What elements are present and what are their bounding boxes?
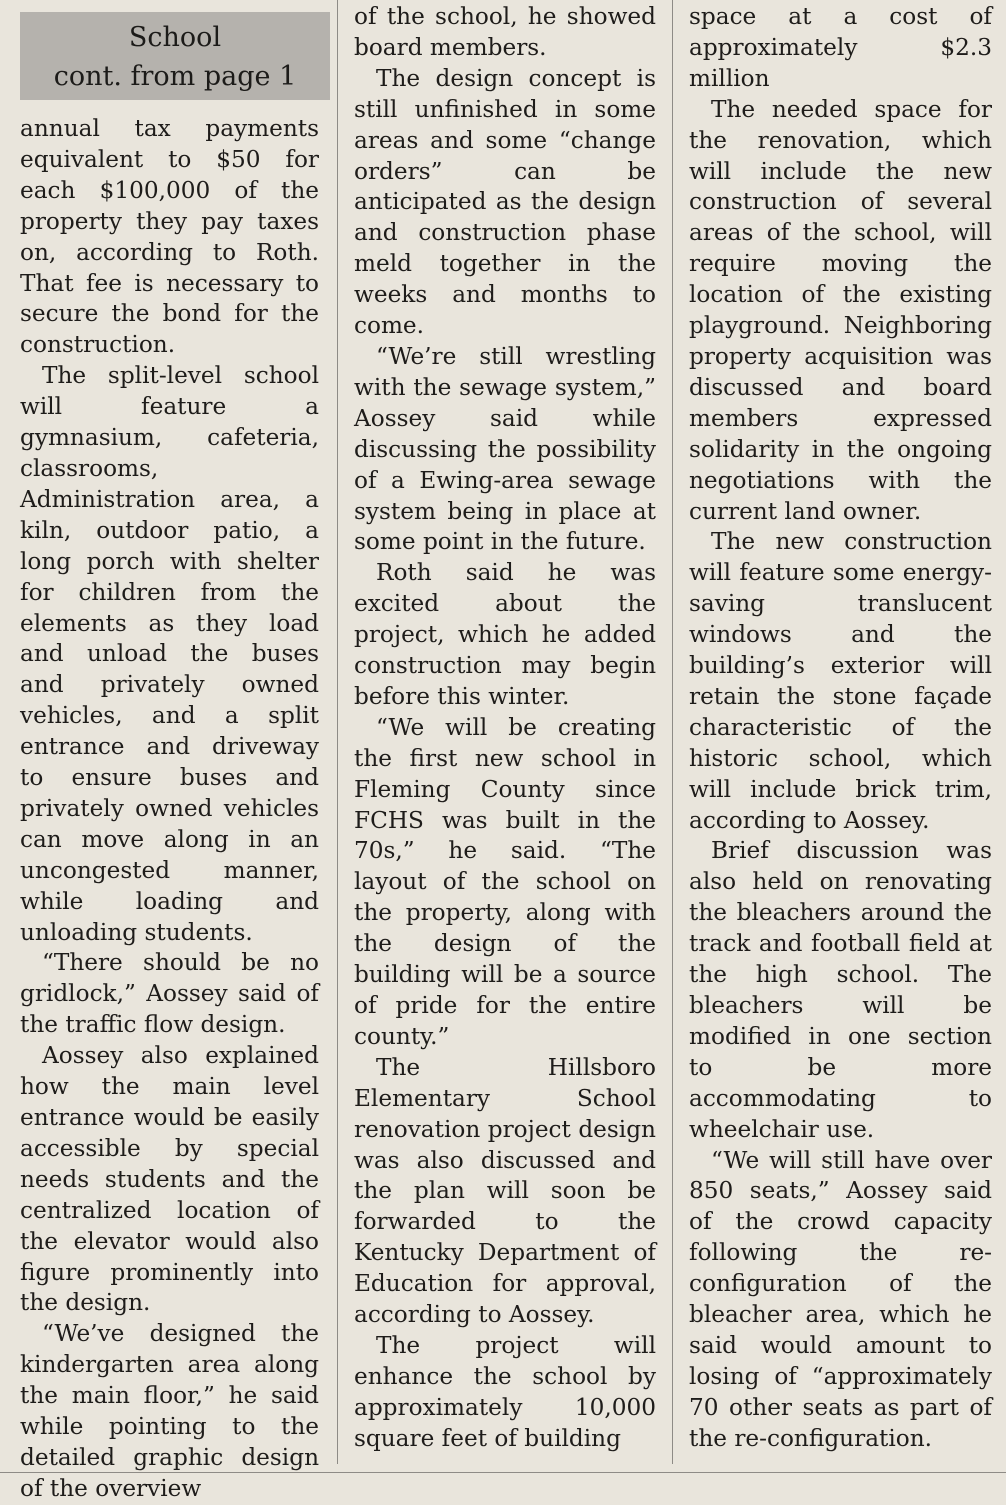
article-paragraph: The needed space for the renovation, which will include the new construction of several areas of the school, will require moving the location of the existing playground. Neighboring property acquisition was discussed and board members expressed solidarity in the ongoing negotiations with the current land owner. <box>689 95 992 525</box>
article-paragraph: of the school, he showed board members. <box>354 3 656 61</box>
column-rule <box>337 0 338 1464</box>
article-column-3 <box>689 0 992 1485</box>
article-paragraph: The project will enhance the school by approximately 10,000 square feet of building <box>354 1331 656 1452</box>
article-paragraph: “We will still have over 850 seats,” Aossey said of the crowd capacity following the re-configuration of the bleacher area, which he said would amount to losing of “approximately 70 other seats as part of the re-configuration. <box>689 1146 992 1452</box>
article-column-1 <box>20 0 319 1502</box>
article-paragraph: The Hillsboro Elementary School renovation project design was also discussed and the plan will soon be forwarded to the Kentucky Department of Education for approval, according to Aossey. <box>354 1053 656 1329</box>
header-continued-from: cont. from page 1 <box>53 61 297 92</box>
column-rule <box>672 0 673 1464</box>
article-paragraph: Roth said he was excited about the project, which he added construction may begin before this winter. <box>354 559 656 710</box>
header-title: School <box>128 22 222 53</box>
article-paragraph: “There should be no gridlock,” Aossey said of the traffic flow design. <box>20 949 319 1039</box>
article-paragraph: Aossey also explained how the main level entrance would be easily accessible by special needs students and the centralized location of the elevator would also figure prominently into the design. <box>20 1042 319 1317</box>
article-paragraph: annual tax payments equivalent to $50 for each $100,000 of the property they pay taxes on, according to Roth. That fee is necessary to secure the bond for the construction. <box>20 115 319 359</box>
article-paragraph: The design concept is still unfinished in some areas and some “change orders” can be anticipated as the design and construction phase meld together in the weeks and months to come. <box>354 64 656 340</box>
article-paragraph: “We will be creating the first new school in Fleming County since FCHS was built in the 70s,” he said. “The layout of the school on the property, along with the design of the building will be a source of pride for the entire county.” <box>354 713 656 1050</box>
article-paragraph: The new construction will feature some energy-saving translucent windows and the building’s exterior will retain the stone façade characteristic of the historic school, which will include brick trim, according to Aossey. <box>689 528 992 834</box>
article-paragraph: “We’re still wrestling with the sewage system,” Aossey said while discussing the possibility of a Ewing-area sewage system being in place at some point in the future. <box>354 342 656 556</box>
article-column-2 <box>354 0 656 1485</box>
article-paragraph: The split-level school will feature a gymnasium, cafeteria, classrooms, Administration area, a kiln, outdoor patio, a long porch with shelter for children from the elements as they load and unload the buses and privately owned vehicles, and a split entrance and driveway to ensure buses and privately owned vehicles can move along in an uncongested manner, while loading and unloading students. <box>20 362 319 946</box>
article-paragraph: space at a cost of approximately $2.3 million <box>689 3 992 92</box>
article-paragraph: Brief discussion was also held on renovating the bleachers around the track and football field at the high school. The bleachers will be modified in one section to be more accommodating to wheelchair use. <box>689 837 992 1143</box>
article-paragraph: “We’ve designed the kindergarten area along the main floor,” he said while pointing to the detailed graphic design of the overview <box>20 1320 319 1502</box>
